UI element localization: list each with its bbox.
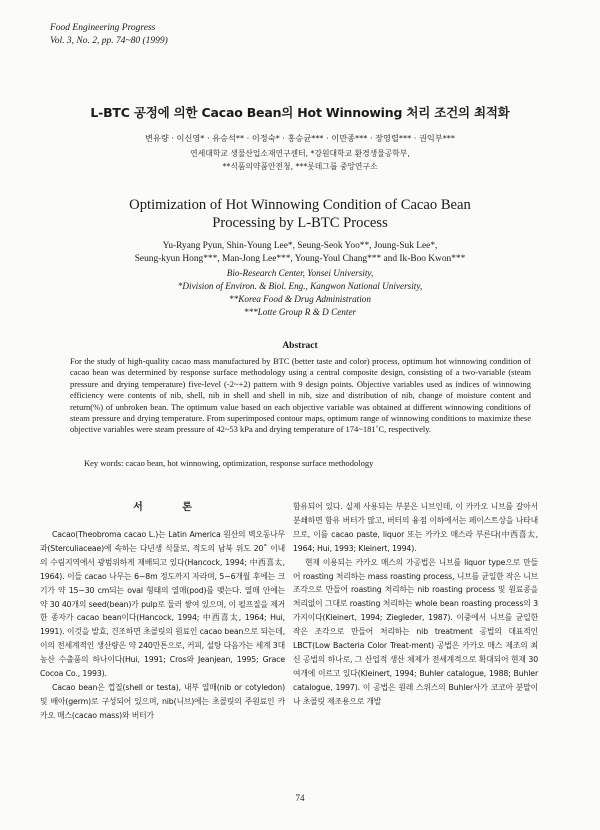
korean-authors: 변유량 · 이신영* · 유승석** · 이정숙* · 홍승균*** · 이만종*** · 장영렬*** · 권익부*** — [145, 133, 455, 143]
journal-name: Food Engineering Progress — [50, 23, 156, 33]
korean-affiliations — [0, 148, 600, 173]
section-heading-introduction: 서 론 — [133, 502, 210, 513]
journal-header — [50, 22, 168, 48]
left-column — [40, 500, 285, 723]
english-title — [0, 196, 600, 232]
english-authors-line: Yu-Ryang Pyun, Shin-Young Lee*, Seung-Seok Yoo**, Joung-Suk Lee*, — [162, 241, 438, 251]
paragraph: Cacao bean은 껍질(shell or testa), 내부 열매(nib or cotyledon) 및 배아(germ)로 구성되어 있으며, nib(니브)에는 초콜릿의 주원료인 카카오 매스(cacao mass)와 버터가 — [40, 682, 285, 720]
english-title-line: Optimization of Hot Winnowing Condition of Cacao Bean — [129, 197, 471, 213]
english-affiliations — [0, 267, 600, 319]
keywords: Key words: cacao bean, hot winnowing, optimization, response surface methodology — [84, 458, 374, 468]
right-column — [293, 500, 538, 709]
paragraph: 함유되어 있다. 실제 사용되는 부분은 니브인데, 이 카카오 니브를 갈아서 분쇄하면 함유 버터가 많고, 버터의 융점 이하에서는 페이스트상을 나타내므로, 이를 cacao paste, liquor 또는 카카오 매스라 부른다(中西喜太, 1964; Hui, 1993; Kleinert, 1994). — [293, 502, 538, 553]
english-affiliation-line: ***Lotte Group R & D Center — [243, 307, 357, 317]
english-affiliation-line: Bio-Research Center, Yonsei University, — [226, 268, 374, 278]
english-authors — [0, 240, 600, 266]
page-number: 74 — [295, 793, 305, 803]
paragraph: Cacao(Theobroma cacao L.)는 Latin America 원산의 벽오동나무과(Sterculiaceae)에 속하는 다년생 식물로, 적도의 남북 위도 20˚ 이내의 수림지역에서 광범위하게 재배되고 있다(Hancock, 1994; 中西喜太, 1964). 이들 cacao 나무는 6~8m 정도까지 자라며, 5~6개월 후에는 크기가 약 15~30 cm되는 oval 형태의 열매(pod)를 맺는다. 열매 안에는 약 30 40개의 seed(bean)가 pulp로 둘러 쌓여 있으며, 이 펄프질을 제거한 종자가 cacao bean이다(Hancock, 1994; 中西喜太, 1964; Hui, 1991). 이것을 발효, 건조하면 초콜릿의 원료인 cacao bean으로 되는데, 이의 전세계적인 생산량은 약 240만톤으로, 커피, 설탕 다음가는 세계 3대 농산 수출품의 하나이다(Hui, 1991; Cros와 Jeanjean, 1995; Grace Cocoa Co., 1993). — [40, 530, 285, 679]
korean-affiliation-line: **식품의약품안전청, ***롯데그룹 중앙연구소 — [222, 161, 378, 171]
english-affiliation-line: *Division of Environ. & Biol. Eng., Kangwon National University, — [177, 281, 423, 291]
abstract-body: For the study of high-quality cacao mass manufactured by BTC (better taste and color) process, optimum hot winnowing condition of cacao bean was determined by response surface methodology using a central composite design, consisting of a two-variable (steam pressure and drying temperature) five-level (-2~+2) pattern with 9 design points. Objective variables used as indices of winnowing efficiency were contents of nib, shell, nib in shell and shell in nib, size and distribution of nib, change of moisture content and return(%) of unbroken bean. The optimum value based on each objective variable was obtained at different winnowing conditions of steam pressure and drying temperature. From superimposed contour maps, optimum range of winnowing conditions to maximize these objective variables were steam pressure of 42~53 kPa and drying temperature of 174~181˚C, respectively. — [70, 356, 531, 435]
paragraph: 현재 이용되는 카카오 매스의 가공법은 니브를 liquor type으로 만들어 roasting 처리하는 mass roasting process, 니브를 균일한 작은 니브 조각으로 만들어 roasting 처리하는 nib roasting process 및 원료콩을 처리없이 그대로 roasting 처리하는 whole bean roasting process의 3가지이다(Kleinert, 1994; Ziegleder, 1987). 이중에서 니브를 균일한 작은 조각으로 만들어 처리하는 nib treatment 공법의 대표적인 LBCT(Low Bacteria Color Treat-ment) 공법은 카카오 매스 제조의 최신 공법의 하나로, 그 산업적 생산 체제가 전세계적으로 확대되어 현재 30여개에 이르고 있다(Kleinert, 1994; Buhler catalogue, 1988; Buhler catalogue, 1997). 이 공법은 원래 스위스의 Buhler사가 코코아 분말이나 초콜릿 제조용으로 개발 — [293, 557, 538, 706]
korean-affiliation-line: 연세대학교 생물산업소재연구센터, *강원대학교 환경생물공학부, — [190, 149, 410, 158]
english-affiliation-line: **Korea Food & Drug Administration — [229, 294, 371, 304]
korean-title: L-BTC 공정에 의한 Cacao Bean의 Hot Winnowing 처리 조건의 최적화 — [90, 105, 510, 120]
journal-volume: Vol. 3, No. 2, pp. 74~80 (1999) — [50, 36, 168, 46]
english-title-line: Processing by L-BTC Process — [212, 215, 388, 231]
english-authors-line: Seung-kyun Hong***, Man-Jong Lee***, Young-Youl Chang*** and Ik-Boo Kwon*** — [134, 254, 466, 264]
abstract-heading: Abstract — [282, 341, 318, 351]
